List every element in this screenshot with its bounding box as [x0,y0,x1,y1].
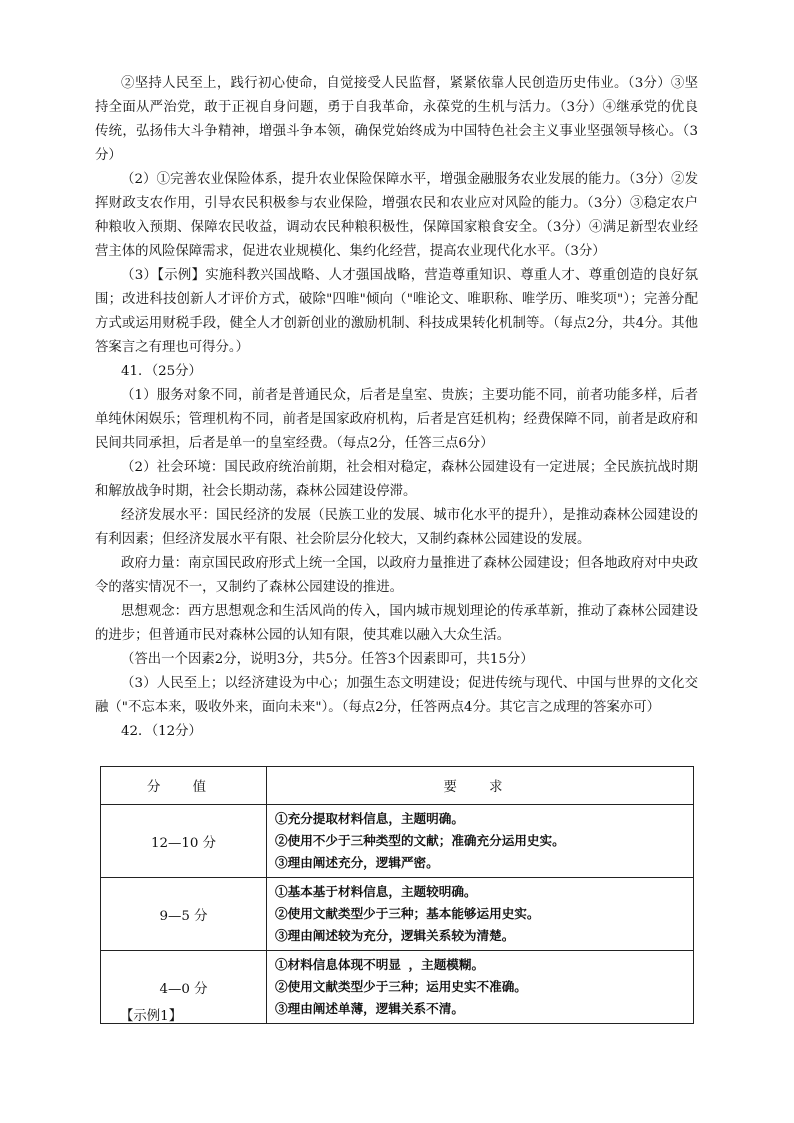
header-score: 分 值 [101,767,267,805]
score-range: 12—10 分 [101,805,267,878]
score-range: 9—5 分 [101,878,267,951]
table-row [101,805,694,878]
answer-q41-2-ideas: 思想观念：西方思想观念和生活风尚的传入，国内城市规划理论的传承革新，推动了森林公园建设的进步；但普通市民对森林公园的认知有限，使其难以融入大众生活。 [95,604,698,643]
answer-q41-2-social: （2）社会环境：国民政府统治前期，社会相对稳定，森林公园建设有一定进展；全民族抗战时期和解放战争时期，社会长期动荡，森林公园建设停滞。 [95,460,698,499]
answer-q40-1-continued: ②坚持人民至上，践行初心使命，自觉接受人民监督，紧紧依靠人民创造历史伟业。（3分）③坚持全面从严治党，敢于正视自身问题，勇于自我革命，永葆党的生机与活力。（3分）④继承党的优良传统，弘扬伟大斗争精神，增强斗争本领，确保党始终成为中国特色社会主义事业坚强领导核心。（3分） [95,76,698,163]
answer-q41-2-economic: 经济发展水平：国民经济的发展（民族工业的发展、城市化水平的提升），是推动森林公园建设的有利因素；但经济发展水平有限、社会阶层分化较大，又制约森林公园建设的发展。 [95,508,698,547]
answer-q40-2: （2）①完善农业保险体系，提升农业保险保障水平，增强金融服务农业发展的能力。（3分）②发挥财政支农作用，引导农民积极参与农业保险，增强农民和农业应对风险的能力。（3分）③稳定农户种粮收入预期、保障农民收益，调动农民种粮积极性，保障国家粮食安全。（3分）④满足新型农业经营主体的风险保障需求，促进农业规模化、集约化经营，提高农业现代化水平。（3分） [95,172,698,259]
scoring-table [100,766,694,1024]
score-range: 4—0 分 [101,951,267,1024]
table-row [101,951,694,1024]
requirements-cell [267,878,694,951]
requirement-line: ③理由阐述较为充分，逻辑关系较为清楚。 [275,928,515,943]
requirement-line: ①基本基于材料信息，主题较明确。 [275,884,477,899]
requirements-cell [267,951,694,1024]
requirement-line: ②使用文献类型少于三种；基本能够运用史实。 [275,906,540,921]
table-header-row [101,767,694,805]
requirement-line: ①材料信息体现不明显 ，主题模糊。 [275,957,485,972]
question-41-heading: 41．（25分） [121,364,202,379]
header-requirements: 要 求 [267,767,694,805]
requirement-line: ③理由阐述单薄，逻辑关系不清。 [275,1001,464,1016]
requirement-line: ②使用文献类型少于三种；运用史实不准确。 [275,979,527,994]
table-row [101,878,694,951]
requirement-line: ①充分提取材料信息，主题明确。 [275,811,464,826]
requirement-line: ②使用不少于三种类型的文献；准确充分运用史实。 [275,833,565,848]
example-label: 【示例1】 [120,1009,183,1024]
requirements-cell [267,805,694,878]
answer-text [95,72,698,744]
answer-q41-2-government: 政府力量：南京国民政府形式上统一全国，以政府力量推进了森林公园建设；但各地政府对中央政令的落实情况不一，又制约了森林公园建设的推进。 [95,556,698,595]
answer-q41-1: （1）服务对象不同，前者是普通民众，后者是皇室、贵族；主要功能不同，前者功能多样，后者单纯休闲娱乐；管理机构不同，前者是国家政府机构，后者是宫廷机构；经费保障不同，前者是政府和民间共同承担，后者是单一的皇室经费。（每点2分，任答三点6分） [95,388,698,451]
answer-q41-2-scoring: （答出一个因素2分，说明3分，共5分。任答3个因素即可，共15分） [121,652,534,667]
question-42-heading: 42．（12分） [121,724,202,739]
requirement-line: ③理由阐述充分，逻辑严密。 [275,855,439,870]
answer-q40-3: （3）【示例】实施科教兴国战略、人才强国战略，营造尊重知识、尊重人才、尊重创造的良好氛围；改进科技创新人才评价方式，破除"四唯"倾向（"唯论文、唯职称、唯学历、唯奖项"）；完善分配方式或运用财税手段，健全人才创新创业的激励机制、科技成果转化机制等。（每点2分，共4分。其他答案言之有理也可得分。） [95,268,698,355]
answer-q41-3: （3）人民至上；以经济建设为中心；加强生态文明建设；促进传统与现代、中国与世界的文化交融（"不忘本来，吸收外来，面向未来"）。（每点2分，任答两点4分。其它言之成理的答案亦可） [95,676,698,715]
